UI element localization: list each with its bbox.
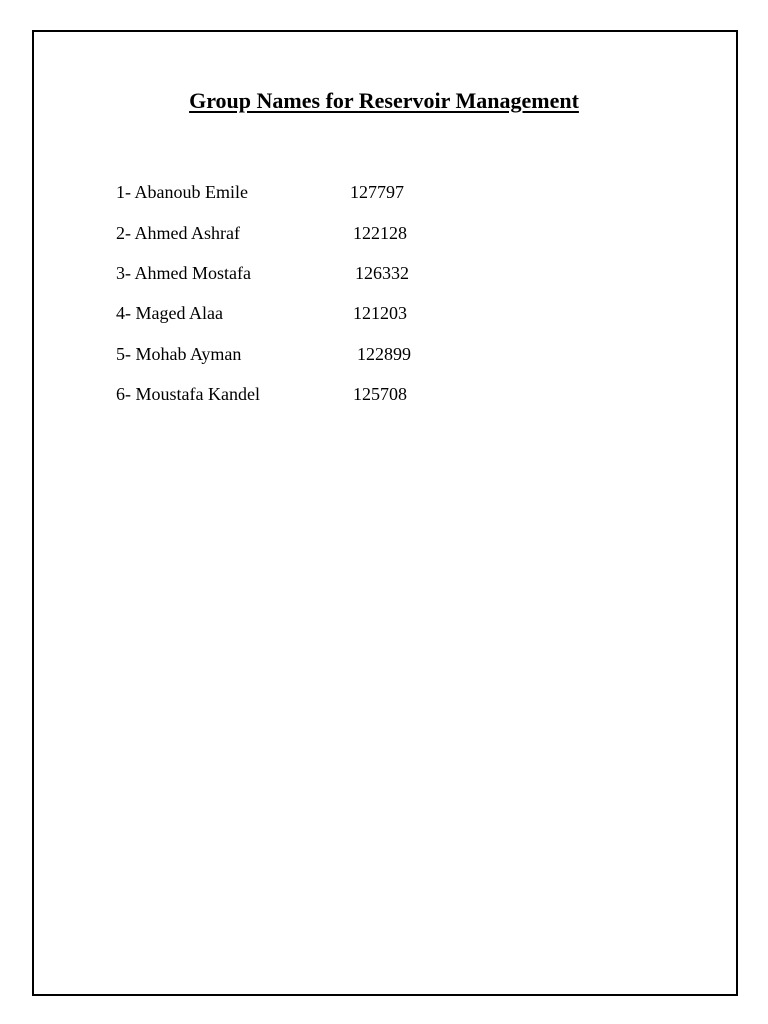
member-name: 4- Maged Alaa bbox=[116, 303, 223, 323]
member-id: 125708 bbox=[353, 384, 407, 404]
member-name: 1- Abanoub Emile bbox=[116, 182, 248, 202]
page-title: Group Names for Reservoir Management bbox=[189, 88, 579, 113]
member-id: 127797 bbox=[350, 182, 404, 202]
page-border bbox=[32, 30, 738, 996]
member-name: 3- Ahmed Mostafa bbox=[116, 263, 251, 283]
member-id: 122899 bbox=[357, 344, 411, 364]
member-id: 122128 bbox=[353, 223, 407, 243]
member-name: 6- Moustafa Kandel bbox=[116, 384, 260, 404]
member-id: 121203 bbox=[353, 303, 407, 323]
member-id: 126332 bbox=[355, 263, 409, 283]
member-name: 5- Mohab Ayman bbox=[116, 344, 242, 364]
member-name: 2- Ahmed Ashraf bbox=[116, 223, 240, 243]
